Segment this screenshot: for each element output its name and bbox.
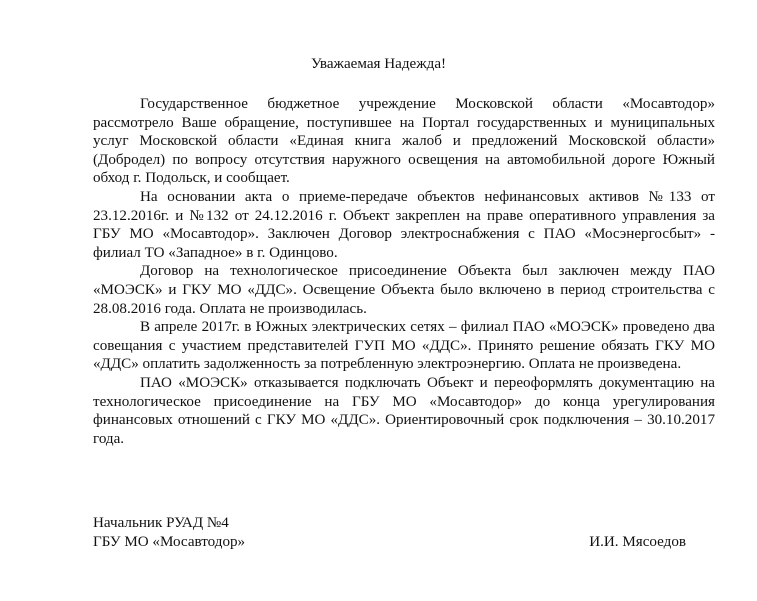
signer-organization: ГБУ МО «Мосавтодор» bbox=[93, 534, 246, 550]
letter-body bbox=[93, 95, 715, 448]
signer-name: И.И. Мясоедов bbox=[589, 534, 686, 550]
paragraph-3: Договор на технологическое присоединение Объекта был заключен между ПАО «МОЭСК» и ГКУ МО «ДДС». Освещение Объекта было включено в период строительства с 28.08.2016 года. Оплата не производилась. bbox=[93, 263, 715, 317]
signature-block bbox=[93, 514, 715, 552]
paragraph-1: Государственное бюджетное учреждение Московской области «Мосавтодор» рассмотрело Ваше обращение, поступившее на Портал государственных и муниципальных услуг Московской области «Единая книга жалоб и предложений Московской области» (Добродел) по вопросу отсутствия наружного освещения на автомобильной дороге Южный обход г. Подольск, и сообщает. bbox=[93, 96, 715, 187]
paragraph-5: ПАО «МОЭСК» отказывается подключать Объект и переоформлять документацию на технологическое присоединение на ГБУ МО «Мосавтодор» до конца урегулирования финансовых отношений с ГКУ МО «ДДС». Ориентировочный срок подключения – 30.10.2017 года. bbox=[93, 374, 715, 447]
paragraph-4: В апреле 2017г. в Южных электрических сетях – филиал ПАО «МОЭСК» проведено два совещания с участием представителей ГУП МО «ДДС». Принято решение обязать ГКУ МО «ДДС» оплатить задолженность за потребленную электроэнергию. Оплата не произведена. bbox=[93, 319, 715, 373]
paragraph-2: На основании акта о приеме-передаче объектов нефинансовых активов №133 от 23.12.2016г. и №132 от 24.12.2016 г. Объект закреплен на праве оперативного управления за ГБУ МО «Мосавтодор». Заключен Договор электроснабжения с ПАО «Мосэнергосбыт» - филиал ТО «Западное» в г. Одинцово. bbox=[93, 188, 715, 261]
signer-position: Начальник РУАД №4 bbox=[93, 515, 229, 531]
letter-greeting: Уважаемая Надежда! bbox=[310, 56, 447, 72]
signature-line-2 bbox=[93, 533, 715, 552]
signature-line-1 bbox=[93, 514, 715, 533]
